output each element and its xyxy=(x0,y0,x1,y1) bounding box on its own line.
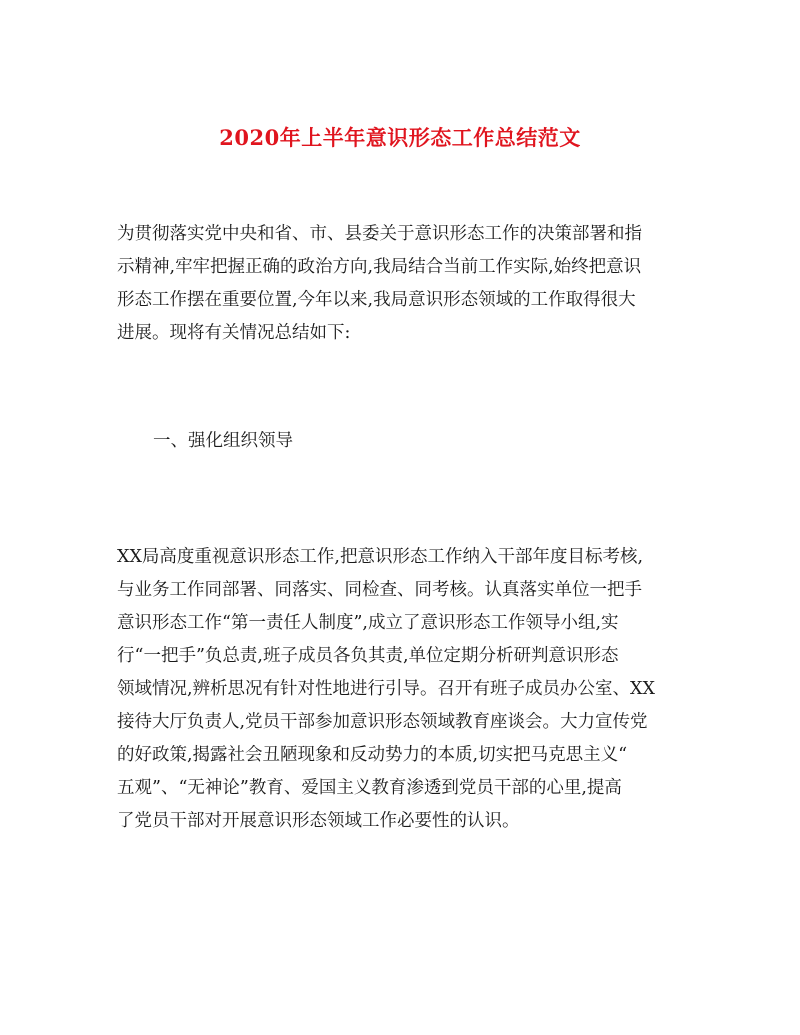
paragraph-line: 示精神,牢牢把握正确的政治方向,我局结合当前工作实际,始终把意识 xyxy=(117,257,642,277)
paragraph-line: XX局高度重视意识形态工作,把意识形态工作纳入干部年度目标考核, xyxy=(117,547,644,567)
paragraph-line: 接待大厅负责人,党员干部参加意识形态领域教育座谈会。大力宣传党 xyxy=(117,712,648,732)
paragraph-line: 了党员干部对开展意识形态领域工作必要性的认识。 xyxy=(117,811,520,831)
section-heading: 一、强化组织领导 xyxy=(153,431,293,451)
paragraph-line: 形态工作摆在重要位置,今年以来,我局意识形态领域的工作取得很大 xyxy=(117,290,636,310)
intro-paragraph xyxy=(117,218,683,350)
paragraph-line: 领域情况,辨析思况有针对性地进行引导。召开有班子成员办公室、XX xyxy=(117,679,655,699)
paragraph-line: 为贯彻落实党中央和省、市、县委关于意识形态工作的决策部署和指 xyxy=(117,224,642,244)
paragraph-line: 与业务工作同部署、同落实、同检查、同考核。认真落实单位一把手 xyxy=(117,580,642,600)
document-title: 2020年上半年意识形态工作总结范文 xyxy=(219,125,581,151)
section-paragraph xyxy=(117,541,683,838)
paragraph-line: 的好政策,揭露社会丑陋现象和反动势力的本质,切实把马克思主义“ xyxy=(117,745,628,765)
paragraph-line: 意识形态工作“第一责任人制度”,成立了意识形态工作领导小组,实 xyxy=(117,613,619,633)
paragraph-line: 进展。现将有关情况总结如下: xyxy=(117,323,351,343)
paragraph-line: 五观”、“无神论”教育、爱国主义教育渗透到党员干部的心里,提高 xyxy=(117,778,622,798)
paragraph-line: 行“一把手”负总责,班子成员各负其责,单位定期分析研判意识形态 xyxy=(117,646,619,666)
